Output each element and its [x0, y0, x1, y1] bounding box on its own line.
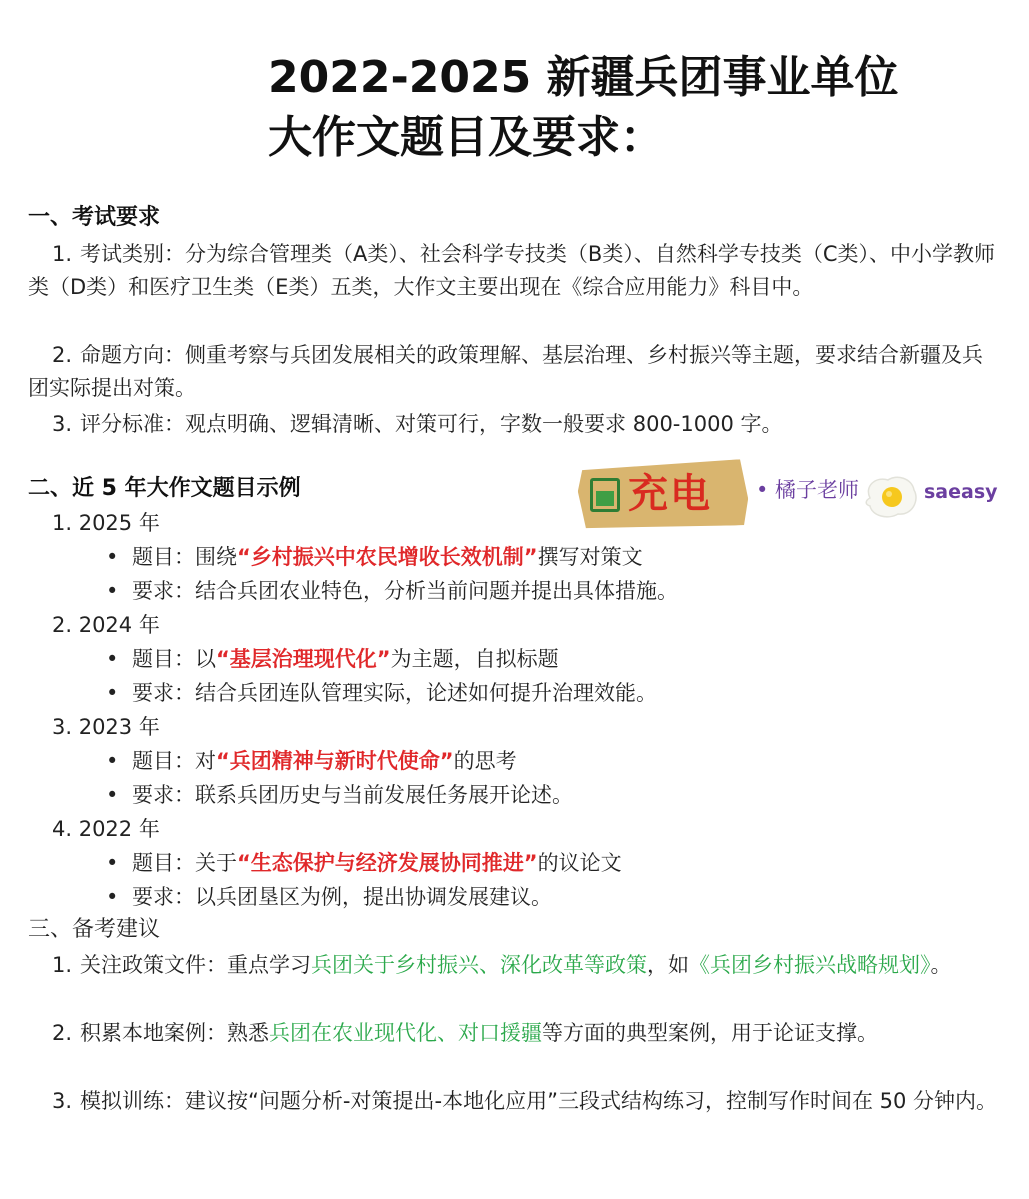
watermark-author: • 橘子老师 [756, 478, 860, 502]
topic-prefix: 题目：对 [132, 749, 216, 773]
item-text-pre: 关注政策文件：重点学习 [80, 953, 312, 977]
topic-suffix: 为主题，自拟标题 [390, 647, 559, 671]
section3-item-2 [28, 1017, 1004, 1050]
year-2023-label: 3. 2023 年 [52, 715, 160, 739]
year-2022-label: 4. 2022 年 [52, 817, 160, 841]
topic-suffix: 的思考 [453, 749, 517, 773]
bullet-icon: • [106, 647, 119, 671]
page-title-line1: 2022-2025 新疆兵团事业单位 [268, 52, 899, 103]
item-number: 3. [52, 1089, 73, 1113]
item-highlight: 兵团关于乡村振兴、深化改革等政策 [311, 953, 648, 977]
year-2025-topic [106, 542, 643, 572]
item-text-pre: 模拟训练：建议按“问题分析-对策提出-本地化应用”三段式结构练习，控制写作时间在 50 分钟内。 [80, 1089, 998, 1113]
topic-suffix: 撰写对策文 [537, 545, 643, 569]
item-text-post: 。 [930, 953, 952, 977]
watermark-id: saeasy [924, 481, 998, 503]
fried-egg-icon [862, 472, 920, 522]
item-number: 1. [52, 242, 73, 266]
item-text-mid: 等方面的典型案例，用于论证支撑。 [542, 1021, 879, 1045]
topic-prefix: 题目：围绕 [132, 545, 237, 569]
year-2025-label: 1. 2025 年 [52, 511, 160, 535]
bullet-icon: • [106, 681, 119, 705]
year-2022-topic [106, 848, 622, 878]
requirement-text: 要求：以兵团垦区为例，提出协调发展建议。 [132, 885, 552, 909]
section1-item-3 [28, 408, 1004, 441]
section1-heading: 一、考试要求 [28, 205, 161, 230]
section3-item-3 [28, 1085, 1004, 1118]
section2-heading: 二、近 5 年大作文题目示例 [28, 476, 301, 501]
year-2022-requirement [106, 882, 552, 912]
watermark-stamp-text: 充电 [628, 471, 712, 517]
topic-highlight: “基层治理现代化” [216, 647, 391, 671]
requirement-text: 要求：联系兵团历史与当前发展任务展开论述。 [132, 783, 573, 807]
year-2023-topic [106, 746, 517, 776]
item-text: 命题方向：侧重考察与兵团发展相关的政策理解、基层治理、乡村振兴等主题，要求结合新疆及兵团实际提出对策。 [28, 343, 984, 400]
year-2024-topic [106, 644, 559, 674]
item-text-mid: ，如 [647, 953, 690, 977]
topic-prefix: 题目：以 [132, 647, 216, 671]
item-text: 评分标准：观点明确、逻辑清晰、对策可行，字数一般要求 800-1000 字。 [80, 412, 783, 436]
section1-item-1 [28, 238, 1004, 304]
item-number: 1. [52, 953, 73, 977]
year-2024-label: 2. 2024 年 [52, 613, 160, 637]
item-number: 2. [52, 343, 73, 367]
requirement-text: 要求：结合兵团连队管理实际，论述如何提升治理效能。 [132, 681, 657, 705]
item-number: 3. [52, 412, 73, 436]
year-2023-requirement [106, 780, 573, 810]
requirement-text: 要求：结合兵团农业特色，分析当前问题并提出具体措施。 [132, 579, 678, 603]
topic-prefix: 题目：关于 [132, 851, 237, 875]
item-text: 考试类别：分为综合管理类（A类）、社会科学专技类（B类）、自然科学专技类（C类）、中小学教师类（D类）和医疗卫生类（E类）五类，大作文主要出现在《综合应用能力》科目中。 [28, 242, 995, 299]
section1-item-2 [28, 339, 1004, 405]
page-title-line2: 大作文题目及要求： [268, 112, 664, 163]
item-highlight-2: 《兵团乡村振兴战略规划》 [689, 953, 931, 977]
section3-item-1 [28, 949, 1004, 982]
year-2025-requirement [106, 576, 678, 606]
bullet-icon: • [106, 885, 119, 909]
topic-highlight: “乡村振兴中农民增收长效机制” [237, 545, 538, 569]
topic-suffix: 的议论文 [537, 851, 622, 875]
item-number: 2. [52, 1021, 73, 1045]
topic-highlight: “兵团精神与新时代使命” [216, 749, 454, 773]
bullet-icon: • [106, 545, 119, 569]
bullet-icon: • [106, 851, 119, 875]
battery-icon [590, 478, 620, 512]
item-text-pre: 积累本地案例：熟悉 [80, 1021, 270, 1045]
topic-highlight: “生态保护与经济发展协同推进” [237, 851, 538, 875]
bullet-icon: • [106, 783, 119, 807]
item-highlight: 兵团在农业现代化、对口援疆 [269, 1021, 543, 1045]
bullet-icon: • [106, 579, 119, 603]
section3-heading: 三、备考建议 [28, 917, 161, 942]
bullet-icon: • [106, 749, 119, 773]
year-2024-requirement [106, 678, 657, 708]
